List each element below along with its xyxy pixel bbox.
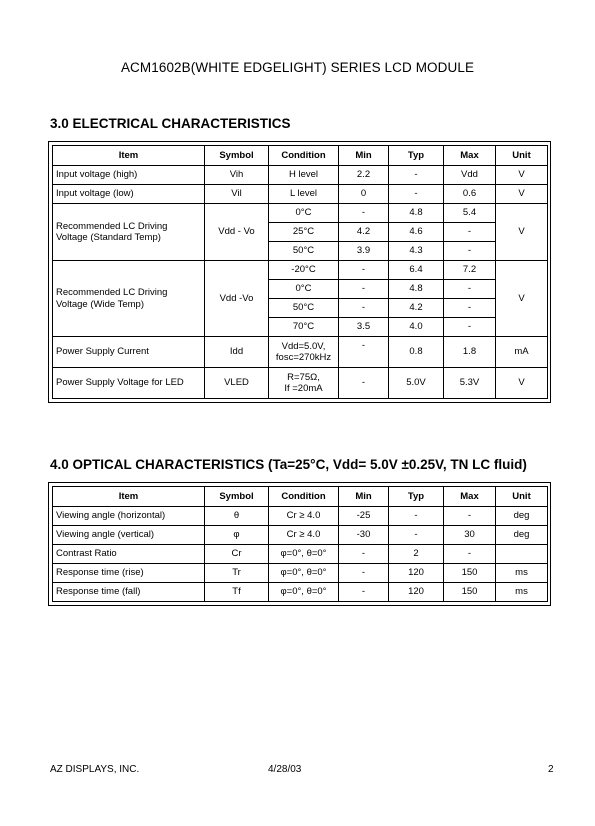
cell-symbol: θ (205, 507, 269, 526)
cell-condition: 50°C (269, 242, 339, 261)
column-header: Min (339, 487, 389, 507)
cell-typ: - (389, 507, 444, 526)
cell-symbol: VLED (205, 368, 269, 399)
cell-typ: 6.4 (389, 261, 444, 280)
cell-typ: 120 (389, 583, 444, 602)
cell-min: 2.2 (339, 166, 389, 185)
cell-typ: 4.2 (389, 299, 444, 318)
cell-unit: deg (496, 526, 548, 545)
cell-condition: 0°C (269, 280, 339, 299)
electrical-table (52, 145, 548, 399)
cell-min: 3.9 (339, 242, 389, 261)
cell-max: 30 (444, 526, 496, 545)
cell-max: 0.6 (444, 185, 496, 204)
cell-symbol: Vih (205, 166, 269, 185)
cell-unit: deg (496, 507, 548, 526)
cell-min: - (339, 337, 389, 368)
column-header: Symbol (205, 487, 269, 507)
cell-symbol: Vdd -Vo (205, 261, 269, 337)
cell-unit: V (496, 368, 548, 399)
cell-symbol: Tr (205, 564, 269, 583)
cell-max: 5.4 (444, 204, 496, 223)
cell-typ: 4.8 (389, 204, 444, 223)
cell-item: Contrast Ratio (53, 545, 205, 564)
column-header: Condition (269, 487, 339, 507)
cell-condition: Cr ≥ 4.0 (269, 526, 339, 545)
cell-item: Response time (fall) (53, 583, 205, 602)
cell-condition: 70°C (269, 318, 339, 337)
cell-item: Input voltage (low) (53, 185, 205, 204)
column-header: Typ (389, 146, 444, 166)
column-header: Unit (496, 487, 548, 507)
cell-max: - (444, 242, 496, 261)
table-row (53, 185, 548, 204)
cell-typ: 4.8 (389, 280, 444, 299)
condition-line: fosc=270kHz (275, 352, 332, 363)
cell-typ: - (389, 526, 444, 545)
column-header: Item (53, 146, 205, 166)
cell-typ: 2 (389, 545, 444, 564)
cell-max: 1.8 (444, 337, 496, 368)
cell-min: - (339, 204, 389, 223)
cell-typ: 0.8 (389, 337, 444, 368)
cell-item: Viewing angle (vertical) (53, 526, 205, 545)
cell-symbol: Vdd - Vo (205, 204, 269, 261)
cell-min: - (339, 583, 389, 602)
cell-condition: L level (269, 185, 339, 204)
cell-min: 0 (339, 185, 389, 204)
column-header: Symbol (205, 146, 269, 166)
electrical-heading: 3.0 ELECTRICAL CHARACTERISTICS (50, 116, 291, 131)
cell-symbol: φ (205, 526, 269, 545)
cell-max: - (444, 299, 496, 318)
cell-max: 5.3V (444, 368, 496, 399)
cell-condition: -20°C (269, 261, 339, 280)
condition-line: R=75Ω, (287, 371, 320, 383)
column-header: Unit (496, 146, 548, 166)
cell-unit: ms (496, 564, 548, 583)
table-row (53, 564, 548, 583)
table-row (53, 261, 548, 280)
electrical-table-frame (48, 141, 551, 403)
column-header: Max (444, 146, 496, 166)
cell-unit: mA (496, 337, 548, 368)
table-row (53, 204, 548, 223)
cell-typ: 4.3 (389, 242, 444, 261)
cell-min: - (339, 564, 389, 583)
cell-max: - (444, 507, 496, 526)
cell-max: - (444, 545, 496, 564)
condition-line: Vdd=5.0V, (281, 340, 326, 352)
cell-condition: φ=0°, θ=0° (269, 583, 339, 602)
optical-table-frame (48, 482, 551, 606)
cell-condition (269, 368, 339, 399)
table-header-row (53, 487, 548, 507)
cell-typ: 5.0V (389, 368, 444, 399)
cell-symbol: Vil (205, 185, 269, 204)
cell-unit (496, 545, 548, 564)
cell-min: 3.5 (339, 318, 389, 337)
cell-unit: ms (496, 583, 548, 602)
cell-max: Vdd (444, 166, 496, 185)
column-header: Item (53, 487, 205, 507)
cell-condition: Cr ≥ 4.0 (269, 507, 339, 526)
cell-min: 4.2 (339, 223, 389, 242)
cell-max: - (444, 280, 496, 299)
cell-unit: V (496, 166, 548, 185)
cell-item: Viewing angle (horizontal) (53, 507, 205, 526)
cell-condition: H level (269, 166, 339, 185)
table-row (53, 583, 548, 602)
column-header: Max (444, 487, 496, 507)
footer-company: AZ DISPLAYS, INC. (50, 764, 140, 775)
cell-item: Recommended LC Driving Voltage (Standard Temp) (53, 204, 205, 261)
cell-typ: - (389, 185, 444, 204)
condition-line: If =20mA (284, 383, 323, 394)
table-row (53, 545, 548, 564)
cell-typ: 4.6 (389, 223, 444, 242)
table-row (53, 166, 548, 185)
cell-min: - (339, 261, 389, 280)
cell-max: 7.2 (444, 261, 496, 280)
cell-item: Power Supply Voltage for LED (53, 368, 205, 399)
optical-table (52, 486, 548, 602)
footer-date: 4/28/03 (268, 764, 302, 775)
cell-condition: 50°C (269, 299, 339, 318)
cell-condition: φ=0°, θ=0° (269, 545, 339, 564)
cell-max: - (444, 223, 496, 242)
cell-min: -30 (339, 526, 389, 545)
cell-typ: 120 (389, 564, 444, 583)
cell-condition: 0°C (269, 204, 339, 223)
cell-typ: - (389, 166, 444, 185)
cell-typ: 4.0 (389, 318, 444, 337)
table-row (53, 526, 548, 545)
document-title: ACM1602B(WHITE EDGELIGHT) SERIES LCD MODULE (120, 60, 475, 75)
cell-item: Response time (rise) (53, 564, 205, 583)
cell-item: Recommended LC Driving Voltage (Wide Temp) (53, 261, 205, 337)
column-header: Typ (389, 487, 444, 507)
table-row (53, 368, 548, 399)
cell-max: - (444, 318, 496, 337)
cell-max: 150 (444, 564, 496, 583)
cell-symbol: Cr (205, 545, 269, 564)
optical-heading: 4.0 OPTICAL CHARACTERISTICS (Ta=25°C, Vdd= 5.0V ±0.25V, TN LC fluid) (50, 457, 527, 472)
column-header: Condition (269, 146, 339, 166)
cell-item: Power Supply Current (53, 337, 205, 368)
cell-item: Input voltage (high) (53, 166, 205, 185)
cell-condition (269, 337, 339, 368)
cell-symbol: Tf (205, 583, 269, 602)
cell-condition: 25°C (269, 223, 339, 242)
footer-page-number: 2 (548, 764, 554, 775)
cell-unit: V (496, 204, 548, 261)
cell-max: 150 (444, 583, 496, 602)
cell-min: -25 (339, 507, 389, 526)
cell-unit: V (496, 185, 548, 204)
cell-min: - (339, 280, 389, 299)
cell-condition: φ=0°, θ=0° (269, 564, 339, 583)
cell-symbol: Idd (205, 337, 269, 368)
column-header: Min (339, 146, 389, 166)
table-row (53, 337, 548, 368)
table-header-row (53, 146, 548, 166)
table-row (53, 507, 548, 526)
cell-unit: V (496, 261, 548, 337)
cell-min: - (339, 368, 389, 399)
cell-min: - (339, 545, 389, 564)
cell-min: - (339, 299, 389, 318)
